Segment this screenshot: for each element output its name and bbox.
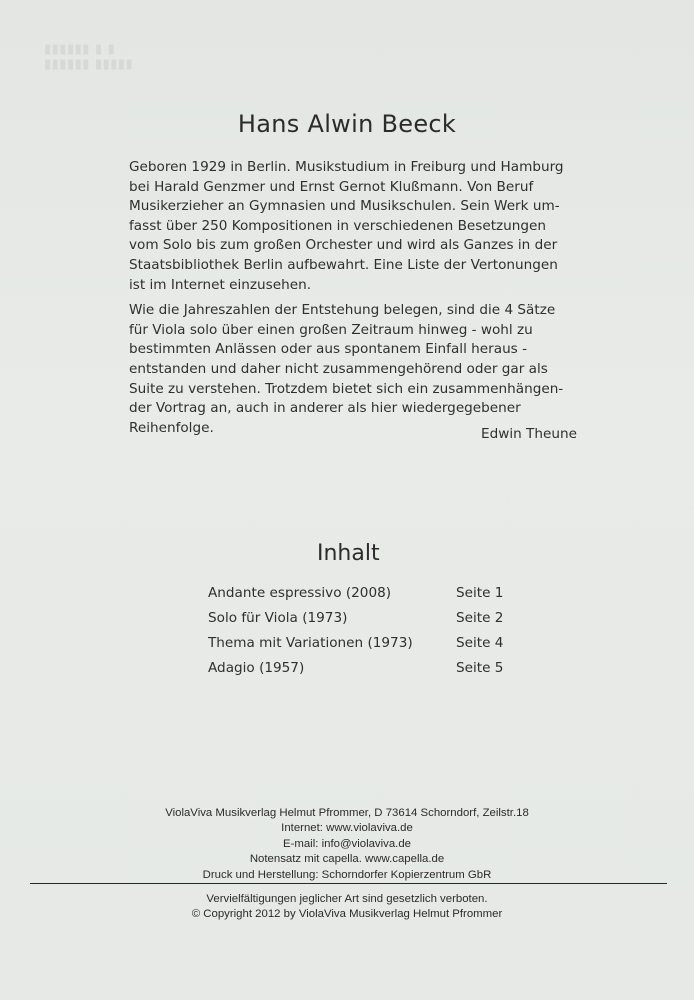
text-line: der Vortrag an, auch in anderer als hier wiedergegebener xyxy=(129,400,521,417)
text-line: für Viola solo über einen großen Zeitraum hinweg - wohl zu xyxy=(129,321,533,338)
text-line: ist im Internet einzusehen. xyxy=(129,276,312,293)
publisher-website: Internet: www.violaviva.de xyxy=(281,822,413,835)
text-line: Musikerzieher an Gymnasien und Musikschulen. Sein Werk um- xyxy=(129,198,560,215)
biography-paragraph-1 xyxy=(129,158,589,295)
biography xyxy=(129,158,589,438)
text-line: vom Solo bis zum großen Orchester und wird als Ganzes in der xyxy=(129,237,558,254)
typesetting-credit: Notensatz mit capella. www.capella.de xyxy=(249,853,445,866)
publisher-info xyxy=(0,806,694,883)
reproduction-notice: Vervielfältigungen jeglicher Art sind gesetzlich verboten. xyxy=(206,893,488,905)
toc-entry-title: Adagio (1957) xyxy=(208,660,305,676)
text-line: bestimmten Anlässen oder aus spontanem Einfall heraus - xyxy=(129,341,527,358)
toc-entry-page: Seite 2 xyxy=(456,610,504,626)
toc-entry-title: Solo für Viola (1973) xyxy=(208,610,348,626)
toc-entry-page: Seite 5 xyxy=(456,660,504,676)
toc-entry-page: Seite 4 xyxy=(456,635,504,651)
footer-divider xyxy=(30,883,667,884)
text-line: Staatsbibliothek Berlin aufbewahrt. Eine Liste der Vertonungen xyxy=(129,256,558,273)
text-line: bei Harald Genzmer und Ernst Gernot Klußmann. Von Beruf xyxy=(129,178,534,195)
page-title: Hans Alwin Beeck xyxy=(237,110,457,138)
text-line: Wie die Jahreszahlen der Entstehung belegen, sind die 4 Sätze xyxy=(129,302,556,319)
printing-credit: Druck und Herstellung: Schorndorfer Kopierzentrum GbR xyxy=(202,868,492,881)
author-signature: Edwin Theune xyxy=(481,426,577,442)
text-line: Suite zu verstehen. Trotzdem bietet sich ein zusammenhängen- xyxy=(129,380,564,397)
toc-entry xyxy=(208,610,518,635)
text-line: Reihenfolge. xyxy=(129,419,214,436)
table-of-contents xyxy=(208,585,518,685)
copyright-line: © Copyright 2012 by ViolaViva Musikverlag Helmut Pfrommer xyxy=(191,908,503,921)
text-line: Geboren 1929 in Berlin. Musikstudium in Freiburg und Hamburg xyxy=(129,159,564,175)
toc-entry xyxy=(208,635,518,660)
text-line: fasst über 250 Kompositionen in verschiedenen Besetzungen xyxy=(129,217,547,234)
show-through-text: ▮▮▮▮▮▮ ▮ ▮ ▮▮▮▮▮▮ ▮▮▮▮▮ xyxy=(44,42,134,72)
copyright-notice xyxy=(0,892,694,923)
toc-entry-title: Andante espressivo (2008) xyxy=(208,585,392,601)
toc-title: Inhalt xyxy=(317,541,380,566)
toc-entry-page: Seite 1 xyxy=(456,585,504,601)
publisher-email: E-mail: info@violaviva.de xyxy=(282,837,412,850)
biography-paragraph-2 xyxy=(129,301,589,438)
toc-entry xyxy=(208,660,518,685)
toc-entry-title: Thema mit Variationen (1973) xyxy=(208,635,413,651)
publisher-address: ViolaViva Musikverlag Helmut Pfrommer, D 73614 Schorndorf, Zeilstr.18 xyxy=(165,807,529,819)
toc-entry xyxy=(208,585,518,610)
text-line: entstanden und daher nicht zusammengehörend oder gar als xyxy=(129,360,548,377)
